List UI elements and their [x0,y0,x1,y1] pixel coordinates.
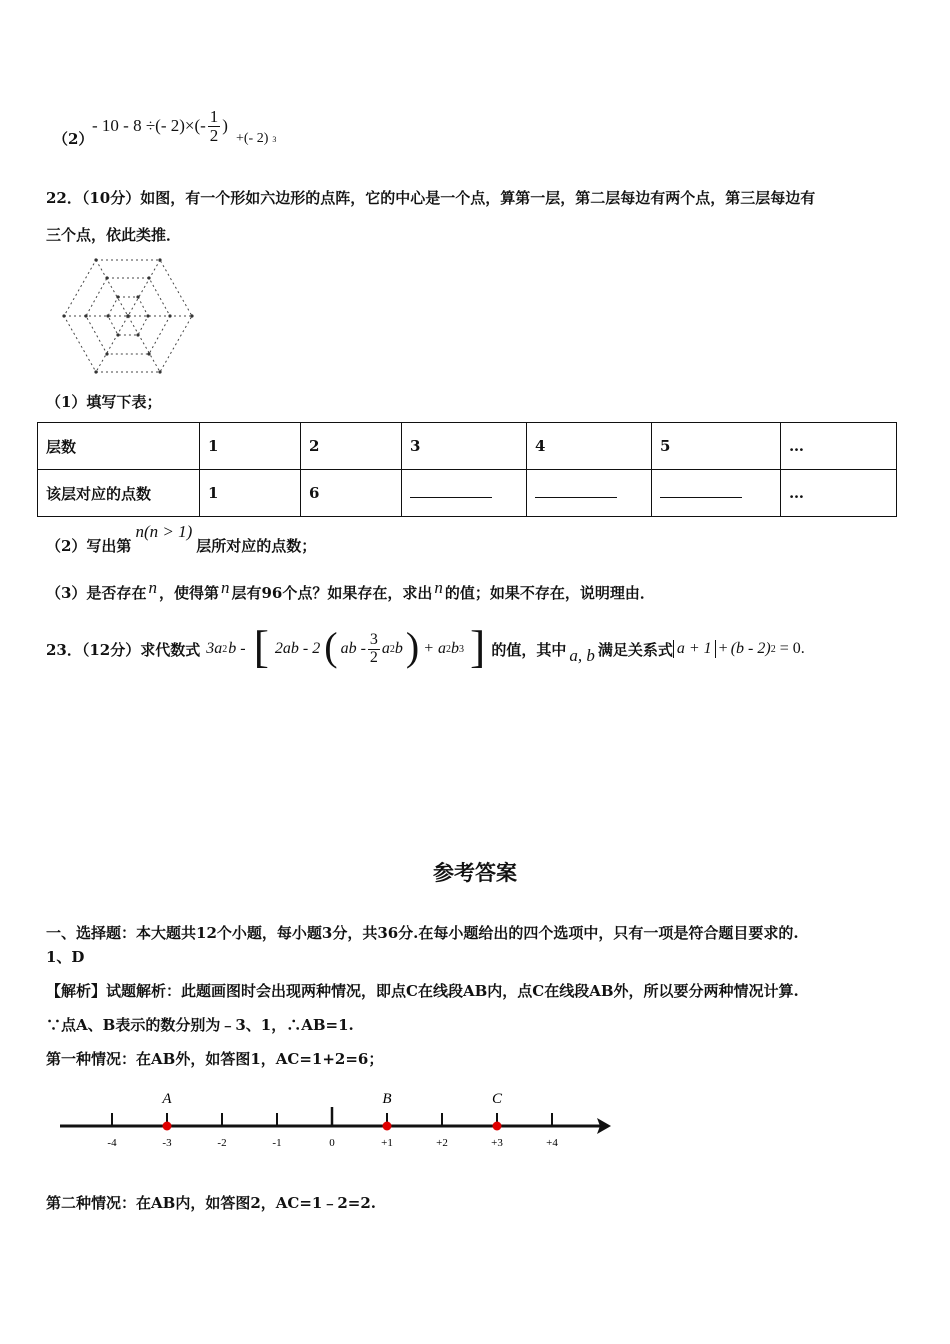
point-label: C [491,1091,503,1107]
expr-b: ) [222,116,228,135]
number-line-figure [55,1080,625,1160]
right-paren: ) [405,624,420,669]
blank-line [660,487,742,498]
left-paren: ( [324,624,338,669]
section1-heading: 一、选择题：本大题共12个小题，每小题3分，共36分.在每小题给出的四个选项中，只有一项是符合题目要求的. [46,924,799,942]
point-a [163,1122,172,1131]
q22-part3: （3）是否存在 n ，使得第 n 层有96个点？如果存在，求出 n 的值；如果不存在，说明理由． [46,578,655,602]
table-cell: 5 [652,423,781,470]
fraction-half: $\frac{1}{2}$ [209,106,219,145]
left-bracket: [ [253,621,269,672]
right-bracket: ] [470,621,486,672]
table-cell: 4 [527,423,652,470]
table-cell: … [781,423,897,470]
point-c [493,1122,502,1131]
q23-expression: 3a 2 b - [ 2ab - 2 ( ab - $\frac{3}{2}$ a 2 b ) + a 2 b 3 ] [206,621,486,672]
answer-blank-3[interactable] [402,470,527,517]
answer-blank-4[interactable] [527,470,652,517]
q22-intro-line1: 22．（10分）如图，有一个形如六边形的点阵，它的中心是一个点，算第一层，第二层每边有两个点，第三层每边有 [46,189,816,207]
point-label: A [162,1091,172,1107]
table-row [38,470,897,517]
answers-title: 参考答案 [433,860,517,885]
blank-line [410,487,492,498]
table-cell: 2 [301,423,402,470]
fraction-three-halves: $\frac{3}{2}$ [369,630,378,666]
hexagon-dot-lattice [58,256,198,376]
layer-count-table [37,422,897,517]
table-cell: 1 [200,423,301,470]
q22-intro-line2: 三个点，依此类推． [46,226,182,244]
tick-label: +2 [436,1137,448,1149]
analysis-text: 【解析】试题解析：此题画图时会出现两种情况，即点C在线段AB内，点C在线段AB外，所以要分两种情况计算. [46,982,799,1000]
tick-label: -4 [107,1137,117,1149]
expr-c: +(- 2) [235,131,269,146]
expr-a: - 10 - 8 ÷(- 2)×(- [92,116,206,135]
tick-label: +4 [546,1137,558,1149]
tick-label: -2 [217,1137,227,1149]
q23-cond-text: 满足关系式 [597,640,673,659]
point-b [383,1122,392,1131]
table-cell: 层数 [38,423,200,470]
table-cell: 该层对应的点数 [38,470,200,517]
q23-intro: 23．（12分）求代数式 [46,640,201,659]
tick-label: -1 [272,1137,282,1149]
case1-text: 第一种情况：在AB外，如答图1，AC=1+2=6； [46,1050,384,1068]
tick-group [107,1107,558,1149]
table-row [38,423,897,470]
point-label: B [382,1091,392,1107]
q23-condition: a + 1 + (b - 2) 2 = 0 . [673,640,805,658]
table-cell: 1 [200,470,301,517]
q23-vars: a, b [569,646,595,665]
center-dot [126,314,130,318]
expr-exp: 3 [272,134,277,144]
tick-label: -3 [162,1137,172,1149]
q23-line [46,622,805,676]
table-cell: 3 [402,423,527,470]
table-cell: 6 [301,470,402,517]
math-n-condition: n(n > 1) [135,522,193,541]
because-text: ∵点A、B表示的数分别为﹣3、1，∴AB=1. [46,1016,354,1034]
tick-label: +3 [491,1137,503,1149]
tick-label: +1 [381,1137,393,1149]
blank-line [535,487,617,498]
q23-mid: 的值，其中 [491,640,567,659]
answer-1: 1、D [46,948,85,966]
case2-text: 第二种情况：在AB内，如答图2，AC=1﹣2=2. [46,1194,377,1212]
q22-part1: （1）填写下表； [46,393,162,411]
q21-part2-label: （2） [53,130,94,148]
tick-label: 0 [329,1137,335,1149]
q22-part2: （2）写出第 n(n > 1) 层所对应的点数； [46,522,317,555]
answer-blank-5[interactable] [652,470,781,517]
table-cell: … [781,470,897,517]
q21-expression [92,103,276,149]
